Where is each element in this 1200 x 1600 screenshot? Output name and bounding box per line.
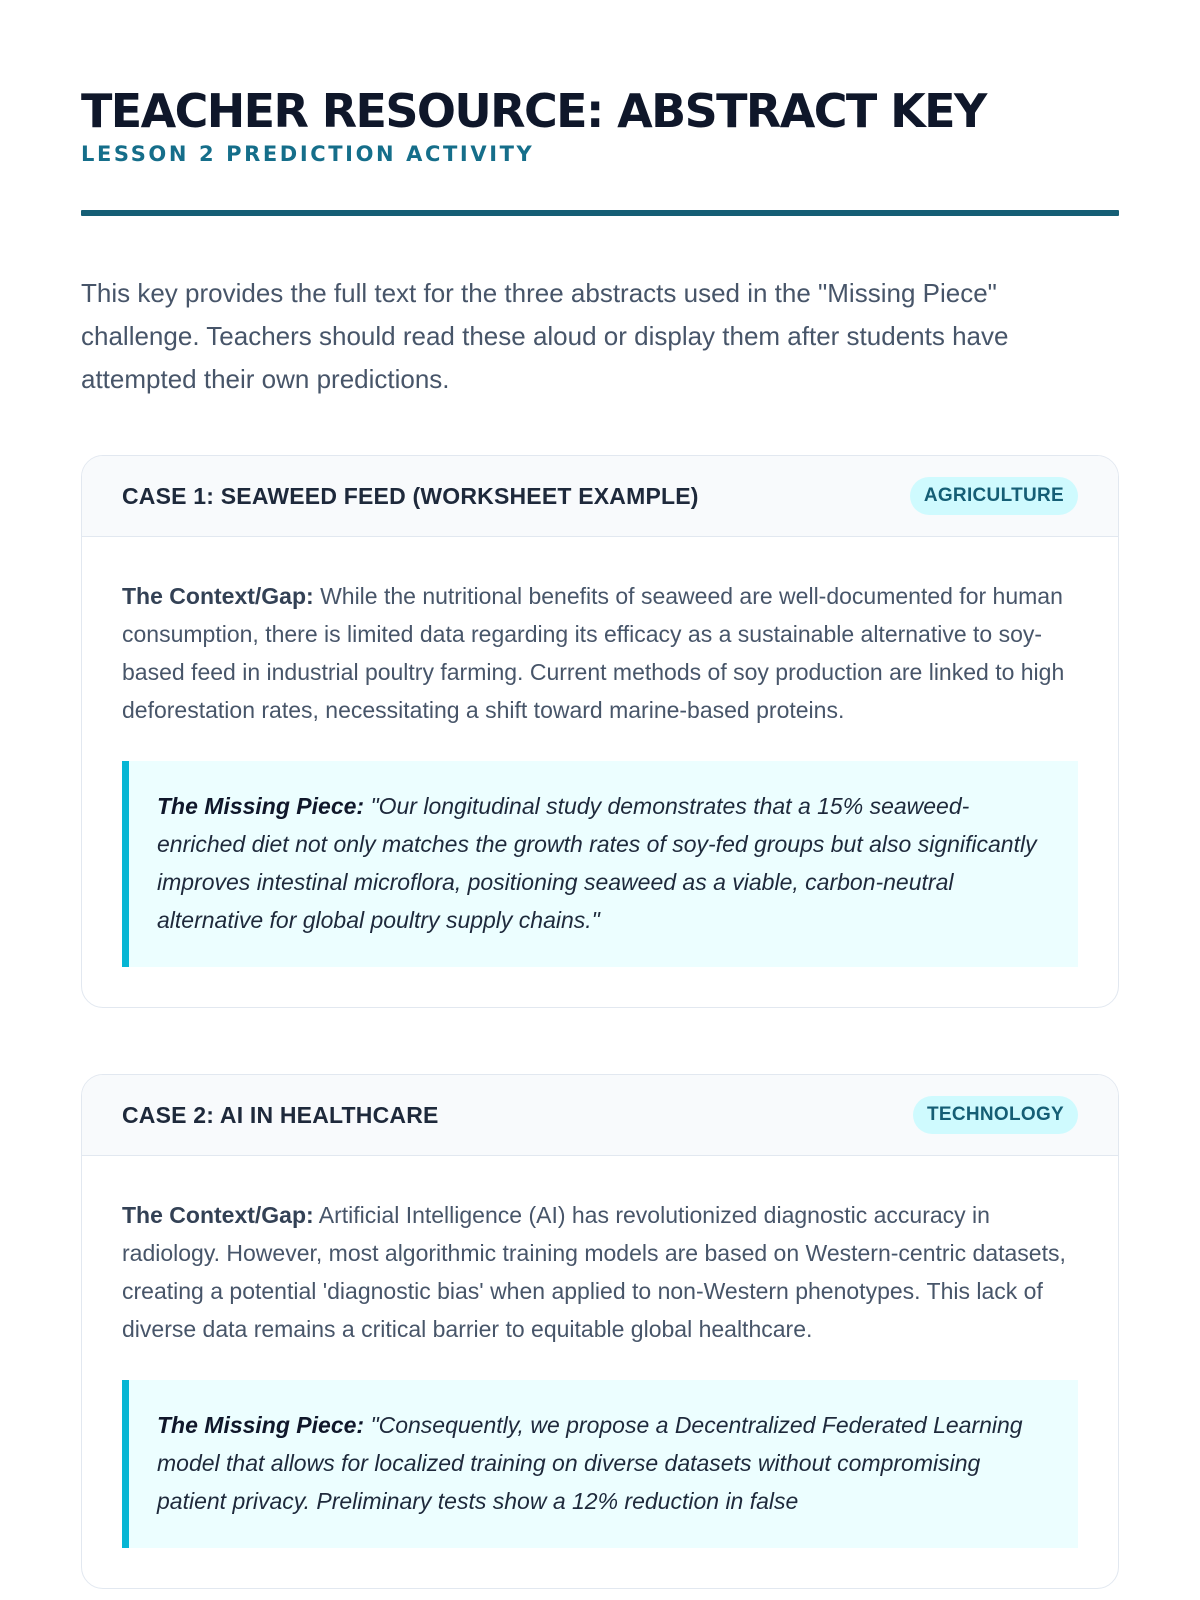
context-text: Artificial Intelligence (AI) has revolutionized diagnostic accuracy in radiology. However, most algorithmic training models are based on Western-centric datasets, creating a potential 'diagnostic bias' when applied to non-Western phenotypes. This lack of diverse data remains a critical barrier to equitable global healthcare. xyxy=(122,1202,1066,1342)
context-label: The Context/Gap: xyxy=(122,583,314,609)
missing-piece-block xyxy=(122,761,1078,967)
category-badge: TECHNOLOGY xyxy=(913,1096,1078,1134)
missing-piece-block xyxy=(122,1380,1078,1548)
header-divider xyxy=(81,210,1119,216)
case-title: CASE 1: SEAWEED FEED (WORKSHEET EXAMPLE) xyxy=(122,482,699,509)
missing-piece-text: "Our longitudinal study demonstrates that a 15% seaweed-enriched diet not only matches the growth rates of soy-fed groups but also significantly improves intestinal microflora, positioning seaweed as a viable, carbon-neutral alternative for global poultry supply chains." xyxy=(157,793,1037,933)
context-paragraph xyxy=(122,1196,1078,1348)
case-card-header xyxy=(82,1075,1118,1156)
context-text: While the nutritional benefits of seaweed are well-documented for human consumption, there is limited data regarding its efficacy as a sustainable alternative to soy-based feed in industrial poultry farming. Current methods of soy production are linked to high deforestation rates, necessitating a shift toward marine-based proteins. xyxy=(122,583,1065,723)
page-title: TEACHER RESOURCE: ABSTRACT KEY xyxy=(81,84,986,138)
case-card-header xyxy=(82,456,1118,537)
context-label: The Context/Gap: xyxy=(122,1202,314,1228)
case-card-2 xyxy=(81,1074,1119,1589)
case-card-body xyxy=(82,1156,1118,1588)
missing-piece-label: The Missing Piece: xyxy=(157,1412,365,1438)
category-badge: AGRICULTURE xyxy=(910,477,1078,515)
case-card-body xyxy=(82,537,1118,1007)
missing-piece-text: "Consequently, we propose a Decentralized Federated Learning model that allows for localized training on diverse datasets without compromising patient privacy. Preliminary tests show a 12% reduction in false xyxy=(157,1412,1023,1514)
case-card-1 xyxy=(81,455,1119,1008)
page-subtitle: LESSON 2 PREDICTION ACTIVITY xyxy=(81,142,535,166)
case-title: CASE 2: AI IN HEALTHCARE xyxy=(122,1101,439,1128)
missing-piece-label: The Missing Piece: xyxy=(157,793,365,819)
intro-paragraph: This key provides the full text for the three abstracts used in the "Missing Piece" challenge. Teachers should read these aloud or display them after students have attempted their own predictions. xyxy=(81,278,1009,394)
context-paragraph xyxy=(122,577,1078,729)
